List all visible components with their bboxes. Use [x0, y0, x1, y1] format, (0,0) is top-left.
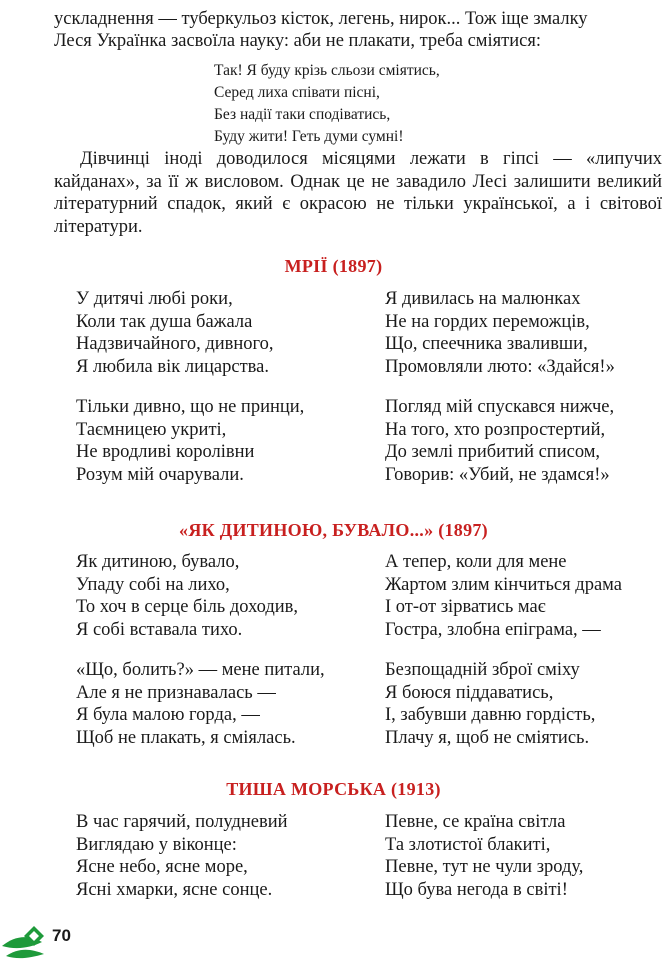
poem-line: Певне, се країна світла — [385, 812, 566, 832]
poem-line: Не на гордих переможців, — [385, 311, 590, 332]
poem-line: В час гарячий, полудневий — [76, 812, 288, 832]
poem-mrii-left-column — [76, 288, 304, 486]
poem-line: Упаду собі на лихо, — [76, 574, 230, 595]
poem-title-yak-dytynoyu: «ЯК ДИТИНОЮ, БУВАЛО...» (1897) — [179, 520, 488, 540]
poem-line: Не вродливі королівни — [76, 442, 255, 462]
poem-tysha-morska-left-column — [76, 811, 288, 901]
poem-line: Виглядаю у віконце: — [76, 834, 237, 855]
quote-line: Без надії таки сподіватись, — [214, 106, 391, 123]
poem-line: Та злотистої блакиті, — [385, 834, 551, 855]
intro-text — [54, 8, 662, 52]
poem-tysha-morska-right-column — [385, 811, 583, 901]
poem-line: Я дивилась на малюнках — [385, 289, 581, 309]
quote-line: Так! Я буду крізь сльози сміятись, — [214, 62, 440, 79]
poem-line: Гостра, злобна епіграма, — — [385, 619, 601, 640]
poem-line: Розум мій очарували. — [76, 464, 244, 485]
poem-line: Як дитиною, бувало, — [76, 552, 240, 572]
poem-line: Безпощадній зброї сміху — [385, 660, 580, 680]
leaf-ornament-icon — [0, 912, 60, 962]
poem-line: На того, хто розпростертий, — [385, 419, 606, 440]
poem-line: Таємницею укриті, — [76, 419, 227, 440]
poem-line: Жартом злим кінчиться драма — [385, 574, 622, 595]
poem-yak-dytynoyu-left-column — [76, 551, 325, 749]
poem-line: Що, спеечника зваливши, — [385, 334, 588, 354]
poem-line: Коли так душа бажала — [76, 311, 253, 332]
poem-line: Я була малою горда, — — [76, 705, 260, 725]
poem-line: Але я не признавалась — — [76, 682, 276, 703]
poem-line: Промовляли люто: «Здайся!» — [385, 356, 615, 377]
poem-line: Ясне небо, ясне море, — [76, 857, 248, 877]
poem-line: Я любила вік лицарства. — [76, 356, 270, 377]
poem-title-mrii: МРІЇ (1897) — [284, 256, 383, 276]
poem-line: «Що, болить?» — мене питали, — [76, 660, 325, 680]
poem-line: У дитячі любі роки, — [76, 289, 233, 309]
poem-line: Що бува негода в світі! — [385, 879, 568, 900]
quote-line: Серед лиха співати пісні, — [214, 84, 380, 101]
poem-yak-dytynoyu-right-column — [385, 551, 622, 749]
poem-line: Щоб не плакать, я сміялась. — [76, 727, 296, 748]
poem-line: Ясні хмарки, ясне сонце. — [76, 879, 273, 900]
poem-line: Певне, тут не чули зроду, — [385, 857, 584, 877]
poem-line: До землі прибитий списом, — [385, 442, 601, 462]
poem-line: І, забувши давню гордість, — [385, 705, 596, 725]
poem-line: Тільки дивно, що не принци, — [76, 397, 305, 417]
poem-line: То хоч в серце біль доходив, — [76, 597, 299, 617]
page-number: 70 — [52, 926, 71, 945]
poem-line: А тепер, коли для мене — [385, 552, 567, 572]
poem-line: Погляд мій спускався нижче, — [385, 397, 615, 417]
poem-line: Говорив: «Убий, не здамся!» — [385, 464, 610, 485]
poem-line: І от-от зірватись має — [385, 597, 546, 617]
poem-line: Надзвичайного, дивного, — [76, 334, 274, 354]
quote-line: Буду жити! Геть думи сумні! — [214, 128, 404, 145]
epigraph-quote — [214, 60, 440, 148]
intro-line-1: ускладнення — туберкульоз кісток, легень, нирок... Тож іще змалку — [54, 9, 588, 29]
poem-line: Я боюся піддаватись, — [385, 682, 554, 703]
poem-title-tysha-morska: ТИША МОРСЬКА (1913) — [226, 779, 441, 799]
poem-line: Плачу я, щоб не сміятись. — [385, 727, 590, 748]
biography-paragraph: Дівчинці іноді доводилося місяцями лежати в гіпсі — «липучих кайданах», за її ж висловом. Однак це не завадило Лесі залишити великий літературний спадок, який є окрасою не тільки української, а і світової літератури. — [54, 149, 662, 237]
poem-mrii-right-column — [385, 288, 615, 486]
poem-line: Я собі вставала тихо. — [76, 619, 243, 640]
intro-line-2: Леся Українка засвоїла науку: аби не плакати, треба сміятися: — [54, 31, 541, 51]
